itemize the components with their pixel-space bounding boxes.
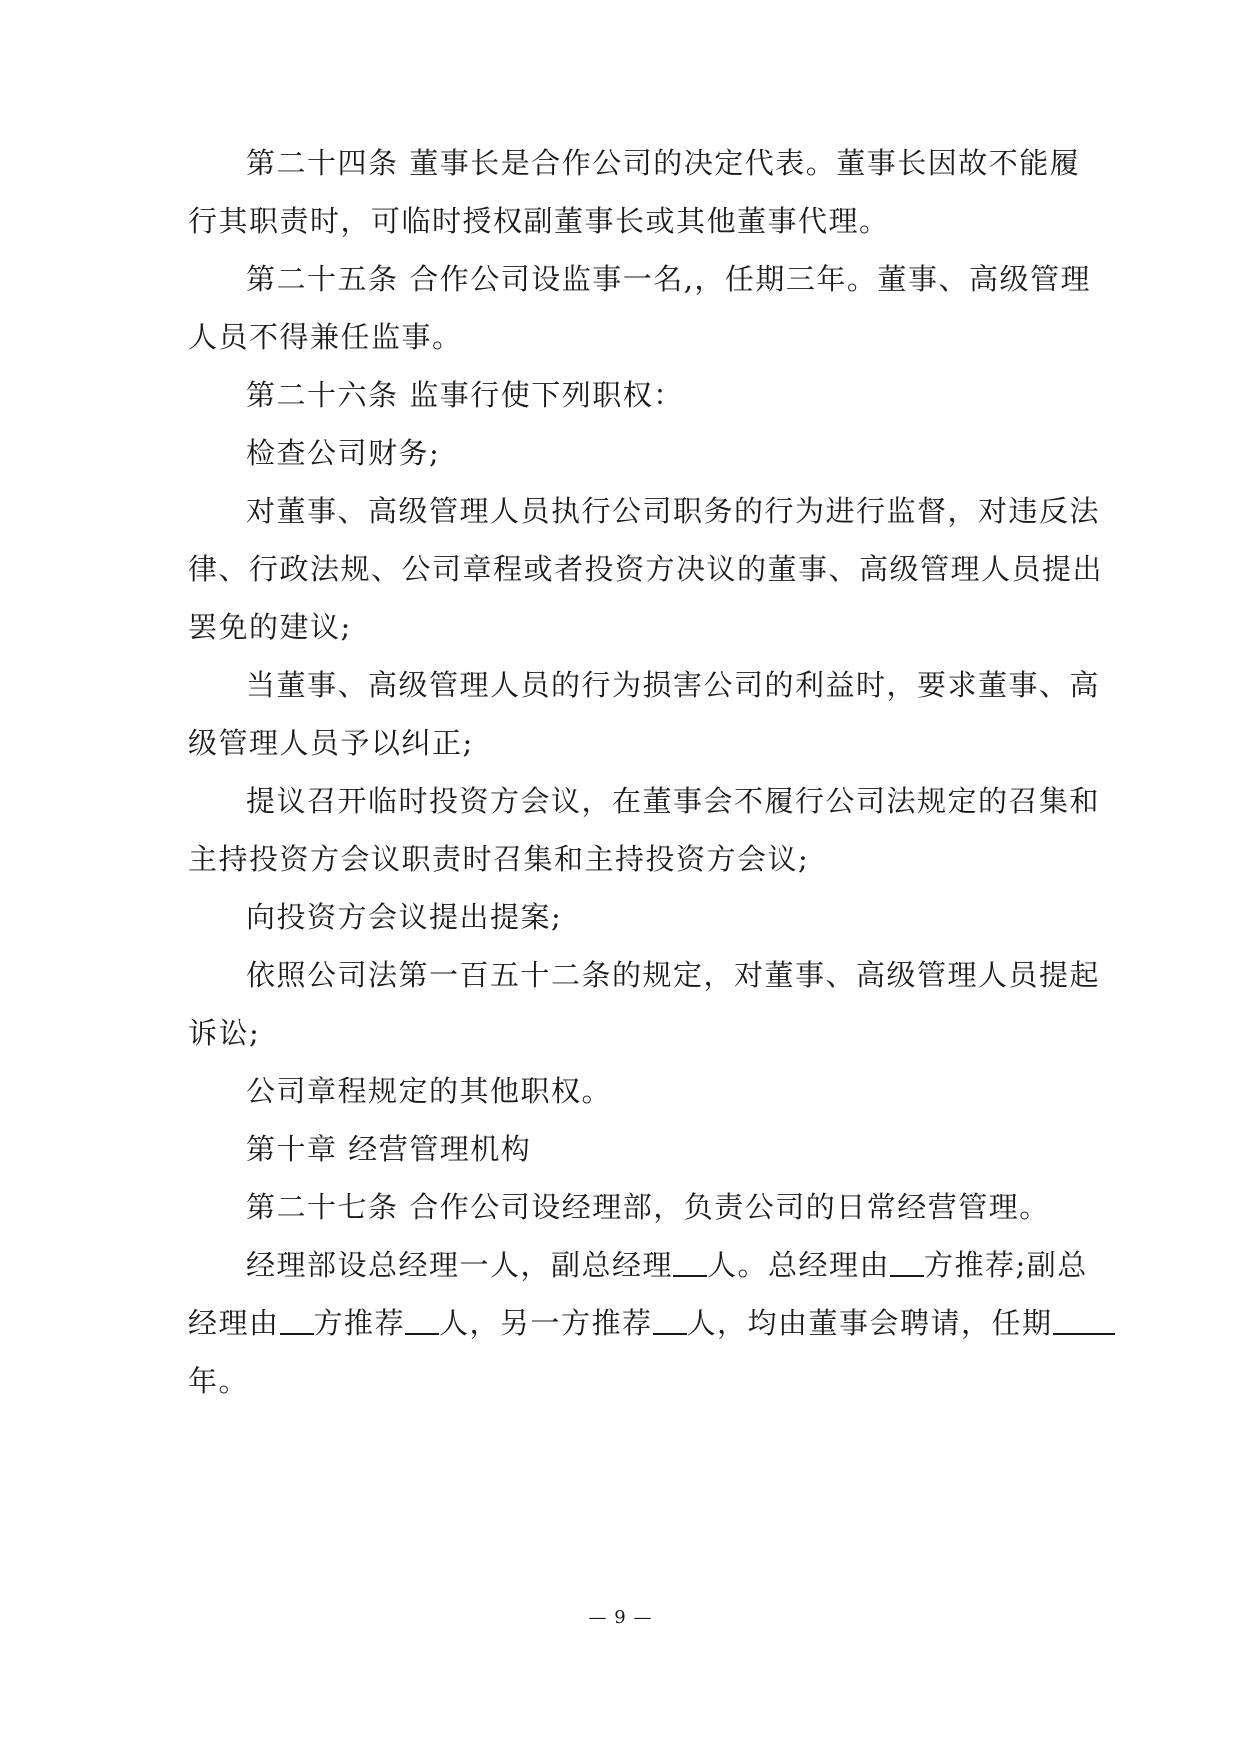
text-line: 公司章程规定的其他职权。 xyxy=(246,1074,613,1108)
page-number: — 9 — xyxy=(588,1607,653,1628)
text-segment: 经理部设总经理一人，副总经理 xyxy=(246,1248,674,1282)
text-segment: 人。总经理由 xyxy=(707,1248,891,1282)
text-line: 行其职责时，可临时授权副董事长或其他董事代理。 xyxy=(188,204,890,238)
text-line: 第二十七条 合作公司设经理部，负责公司的日常经营管理。 xyxy=(246,1190,1050,1224)
text-line: 律、行政法规、公司章程或者投资方决议的董事、高级管理人员提出 xyxy=(188,552,1104,586)
text-line: 罢免的建议; xyxy=(188,610,352,644)
fill-in-blank xyxy=(673,1249,707,1277)
text-line: 当董事、高级管理人员的行为损害公司的利益时，要求董事、高 xyxy=(246,668,1101,702)
fill-in-blank xyxy=(405,1307,439,1335)
text-line: 检查公司财务; xyxy=(246,436,441,470)
text-line: 对董事、高级管理人员执行公司职务的行为进行监督，对违反法 xyxy=(246,494,1101,528)
text-line: 第二十六条 监事行使下列职权： xyxy=(246,378,684,412)
text-line-with-blanks xyxy=(246,1245,1088,1285)
fill-in-blank xyxy=(280,1307,314,1335)
text-segment: 经理由 xyxy=(188,1306,280,1340)
text-segment: 人，均由董事会聘请，任期 xyxy=(686,1306,1053,1340)
text-segment: 方推荐 xyxy=(313,1306,406,1340)
text-line: 人员不得兼任监事。 xyxy=(188,320,463,354)
text-line: 第二十四条 董事长是合作公司的决定代表。董事长因故不能履 xyxy=(246,146,1081,180)
text-line: 第二十五条 合作公司设监事一名,，任期三年。董事、高级管理 xyxy=(246,262,1091,296)
text-segment: 方推荐;副总 xyxy=(924,1248,1088,1282)
text-line: 依照公司法第一百五十二条的规定，对董事、高级管理人员提起 xyxy=(246,958,1101,992)
text-line: 级管理人员予以纠正; xyxy=(188,726,474,760)
text-line: 年。 xyxy=(188,1364,250,1398)
chapter-heading: 第十章 经营管理机构 xyxy=(246,1132,532,1166)
fill-in-blank xyxy=(890,1249,924,1277)
fill-in-blank xyxy=(1053,1307,1115,1335)
fill-in-blank xyxy=(653,1307,687,1335)
text-line: 向投资方会议提出提案; xyxy=(246,900,563,934)
text-segment: 人，另一方推荐 xyxy=(439,1306,653,1340)
text-line: 提议召开临时投资方会议，在董事会不履行公司法规定的召集和 xyxy=(246,784,1101,818)
text-line-with-blanks xyxy=(188,1303,1115,1343)
text-line: 诉讼; xyxy=(188,1016,261,1050)
text-line: 主持投资方会议职责时召集和主持投资方会议; xyxy=(188,842,810,876)
